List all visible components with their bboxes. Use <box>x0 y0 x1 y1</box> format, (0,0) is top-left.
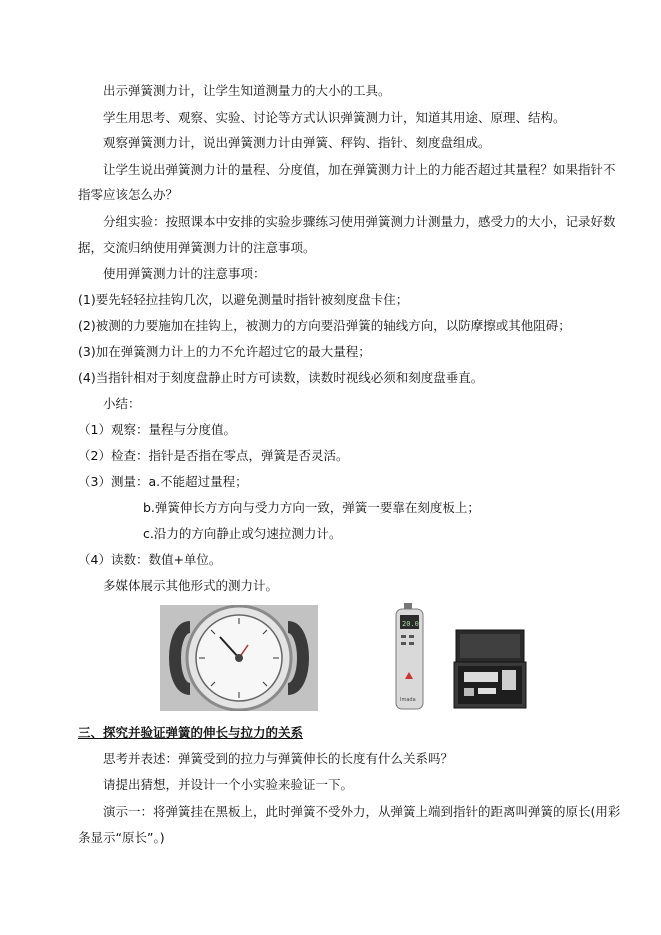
section-title: 三、探究并验证弹簧的伸长与拉力的关系 <box>78 725 304 740</box>
summary-1: （1）观察：量程与分度值。 <box>78 422 236 437</box>
text-demo-a: 演示一：将弹簧挂在黑板上，此时弹簧不受外力，从弹簧上端到指针的距离叫弹簧的原长(用彩 <box>103 804 621 819</box>
summary-3b: b.弹簧伸长方方向与受力方向一致，弹簧一要靠在刻度板上； <box>143 500 480 515</box>
summary-4: （4）读数：数值+单位。 <box>78 552 222 567</box>
text-media: 多媒体展示其他形式的测力计。 <box>103 578 279 593</box>
text-p1: 出示弹簧测力计，让学生知道测量力的大小的工具。 <box>103 83 391 98</box>
dial-force-gauge-photo <box>160 605 318 711</box>
gauge-display: 20.0 <box>402 620 419 628</box>
text-p3: 观察弹簧测力计，说出弹簧测力计由弹簧、秤钩、指针、刻度盘组成。 <box>103 135 491 150</box>
text-p5b: 据，交流归纳使用弹簧测力计的注意事项。 <box>78 240 316 255</box>
digital-force-gauge-photo <box>390 600 530 712</box>
text-p5a: 分组实验：按照课本中安排的实验步骤练习使用弹簧测力计测量力，感受力的大小，记录好数 <box>103 214 616 229</box>
text-p2: 学生用思考、观察、实验、讨论等方式认识弹簧测力计，知道其用途、原理、结构。 <box>103 110 566 125</box>
text-p6: 使用弹簧测力计的注意事项： <box>103 266 266 281</box>
text-p4a: 让学生说出弹簧测力计的量程、分度值，加在弹簧测力计上的力能否超过其量程？如果指针不 <box>103 162 616 177</box>
note-4: (4)当指针相对于刻度盘静止时方可读数，读数时视线必须和刻度盘垂直。 <box>78 370 484 385</box>
text-demo-b: 条显示“原长”。) <box>78 830 165 845</box>
summary-3c: c.沿力的方向静止或匀速拉测力计。 <box>143 526 342 541</box>
text-q1: 思考并表述：弹簧受到的拉力与弹簧伸长的长度有什么关系吗？ <box>103 751 454 766</box>
text-q2: 请提出猜想，并设计一个小实验来验证一下。 <box>103 777 354 792</box>
section-heading <box>78 724 303 742</box>
note-1: (1)要先轻轻拉挂钩几次，以避免测量时指针被刻度盘卡住； <box>78 292 409 307</box>
note-3: (3)加在弹簧测力计上的力不允许超过它的最大量程； <box>78 344 371 359</box>
summary-heading: 小结： <box>103 396 141 411</box>
text-p4b: 指零应该怎么办？ <box>78 187 179 202</box>
summary-2: （2）检查：指针是否指在零点，弹簧是否灵活。 <box>78 448 349 463</box>
gauge-brand: Imada <box>400 697 416 703</box>
summary-3: （3）测量：a.不能超过量程； <box>78 474 248 489</box>
note-2: (2)被测的力要施加在挂钩上，被测力的方向要沿弹簧的轴线方向，以防摩擦或其他阻碍； <box>78 318 571 333</box>
